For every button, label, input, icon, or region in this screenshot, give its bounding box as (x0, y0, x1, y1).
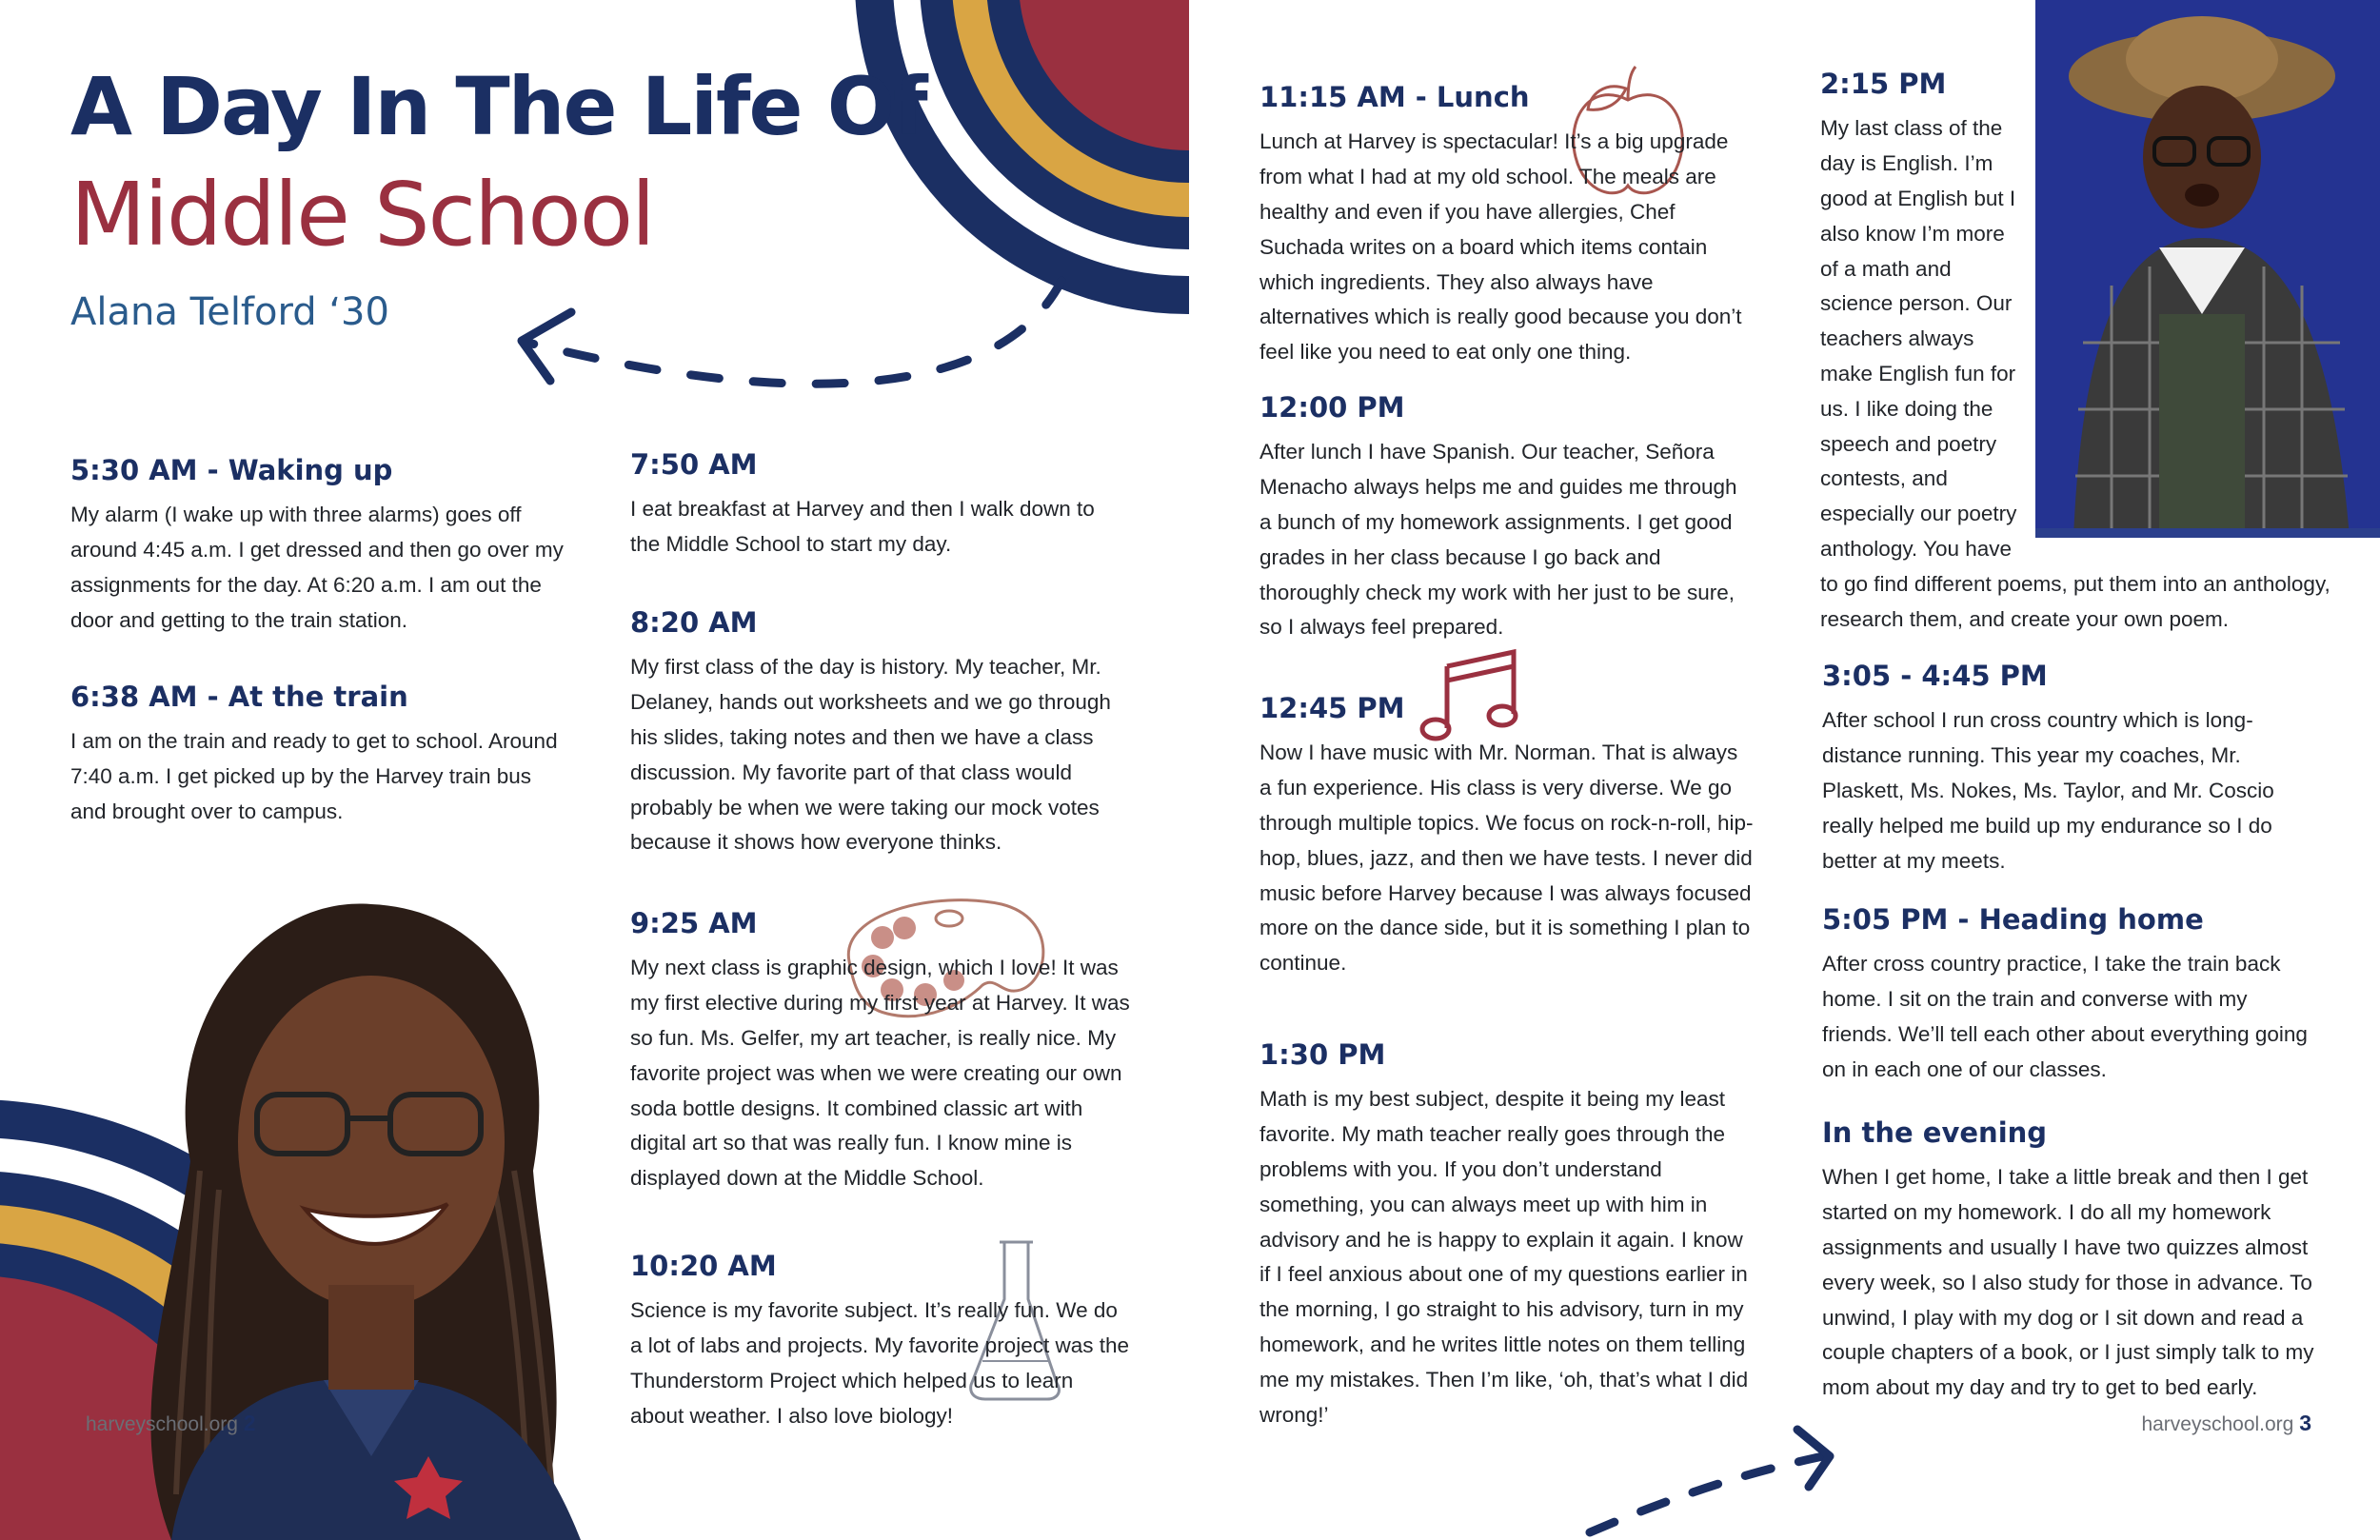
section-text: I am on the train and ready to get to school. Around 7:40 a.m. I get picked up by the Harvey train bus and brought over to campus. (70, 729, 558, 823)
section-text: Math is my best subject, despite it being my least favorite. My math teacher really goes through the problems with you. If you don’t understand something, you can always meet up with him in advisory and he is happy to explain it again. I know if I feel anxious about one of my questions earlier in the morning, I go straight to his advisory, turn in my homework, and he writes little notes on them telling me my mistakes. Then I’m like, ‘oh, that’s what I did wrong!’ (1259, 1087, 1749, 1427)
page-number: 2 (243, 1411, 256, 1435)
section-text: After lunch I have Spanish. Our teacher, Señora Menacho always helps me and guides me through a bunch of my homework assignments. I get good grades in her class because I go back and thoroughly check my work with her just to be sure, so I always feel prepared. (1259, 440, 1737, 640)
section-heading: 5:30 AM - Waking up (70, 454, 393, 486)
section-heading: 12:45 PM (1259, 692, 1405, 724)
page-number: 3 (2299, 1411, 2311, 1435)
page-title-line2: Middle School (70, 164, 654, 266)
section-text: My next class is graphic design, which I love! It was my first elective during my first year at Harvey. It was so fun. Ms. Gelfer, my art teacher, is really nice. My favorite project was when we were creating our own soda bottle designs. It combined classic art with digital art so that was really fun. I know mine is displayed down at the Middle School. (630, 956, 1130, 1191)
section-750-am (630, 449, 1130, 563)
footer-left (86, 1411, 256, 1436)
section-text: After school I run cross country which is long-distance running. This year my coaches, Mr. Plaskett, Ms. Nokes, Ms. Taylor, and Mr. Coscio really helped me build up my endurance so I do better at my meets. (1822, 708, 2274, 873)
section-text: Lunch at Harvey is spectacular! It’s a big upgrade from what I had at my old school. The meals are healthy and even if you have allergies, Chef Suchada writes on a board which items contain which ingredients. They also always have alternatives which is really good because you don’t feel like you need to eat only one thing. (1259, 129, 1742, 365)
section-1200-pm (1259, 392, 1755, 645)
section-1245-pm (1259, 693, 1755, 981)
section-1020-am (630, 1251, 1130, 1434)
section-heading: 3:05 - 4:45 PM (1822, 660, 2048, 692)
section-text: My first class of the day is history. My teacher, Mr. Delaney, hands out worksheets and we go through his slides, taking notes and then we have a class discussion. My favorite part of that class would probably be when we were taking our mock votes because it shows how everyone thinks. (630, 655, 1111, 855)
section-heading-home (1822, 904, 2317, 1088)
section-heading: 5:05 PM - Heading home (1822, 903, 2204, 936)
section-heading: 7:50 AM (630, 448, 758, 481)
section-820-am (630, 607, 1130, 860)
section-text: I eat breakfast at Harvey and then I walk down to the Middle School to start my day. (630, 497, 1095, 557)
section-text: When I get home, I take a little break and then I get started on my homework. I do all my homework assignments and usually I have two quizzes almost every week, so I also study for those in advance. To unwind, I play with my dog or I sit down and read a couple chapters of a book, or I just simply talk to my mom about my day and try to get to bed early. (1822, 1165, 2314, 1400)
section-heading: 8:20 AM (630, 606, 758, 639)
section-heading: 10:20 AM (630, 1250, 777, 1282)
student-portrait-photo (86, 885, 657, 1540)
section-lunch (1259, 82, 1755, 370)
dashed-arrow-left (495, 267, 1085, 419)
section-130-pm (1259, 1039, 1755, 1432)
section-text: Now I have music with Mr. Norman. That is always a fun experience. His class is very diverse. We go through multiple topics. We focus on rock-n-roll, hip-hop, blues, jazz, and then we have tests. I never did music before Harvey because I was always focused more on the dance side, but it is something I plan to continue. (1259, 740, 1754, 976)
section-heading: 9:25 AM (630, 907, 758, 939)
section-heading: 1:30 PM (1259, 1038, 1386, 1071)
footer-site-link[interactable]: harveyschool.org (2141, 1413, 2294, 1435)
footer-site-link[interactable]: harveyschool.org (86, 1413, 238, 1435)
author-byline: Alana Telford ‘30 (70, 290, 389, 334)
page-title-line1: A Day In The Life Of (70, 60, 926, 153)
section-heading: 11:15 AM - Lunch (1259, 81, 1530, 113)
section-heading: 12:00 PM (1259, 391, 1405, 424)
section-925-am (630, 908, 1130, 1196)
section-heading: 6:38 AM - At the train (70, 681, 408, 713)
section-215-pm (1820, 69, 2334, 637)
section-text: My alarm (I wake up with three alarms) goes off around 4:45 a.m. I get dressed and then go over my assignments for the day. At 6:20 a.m. I am out the door and getting to the train station. (70, 503, 564, 632)
section-in-the-evening (1822, 1117, 2317, 1406)
footer-right (2141, 1411, 2311, 1436)
section-text: My last class of the day is English. I’m good at English but I also know I’m more of a math and science person. Our teachers always make English fun for us. I like doing the speech and poetry contests, and especially our poetry anthology. You have to go find different poems, put them into an anthology, research them, and create your own poem. (1820, 116, 2330, 631)
section-text: Science is my favorite subject. It’s really fun. We do a lot of labs and projects. My favorite project was the Thunderstorm Project which helped us to learn about weather. I also love biology! (630, 1298, 1130, 1428)
section-waking-up (70, 455, 565, 639)
dashed-arrow-right (1571, 1418, 1847, 1540)
section-cross-country (1822, 661, 2317, 879)
section-heading: In the evening (1822, 1116, 2048, 1149)
section-at-the-train (70, 681, 565, 830)
section-text: After cross country practice, I take the train back home. I sit on the train and converse with my friends. We’ll tell each other about everything going on in each one of our classes. (1822, 952, 2308, 1081)
section-heading: 2:15 PM (1820, 68, 1947, 100)
